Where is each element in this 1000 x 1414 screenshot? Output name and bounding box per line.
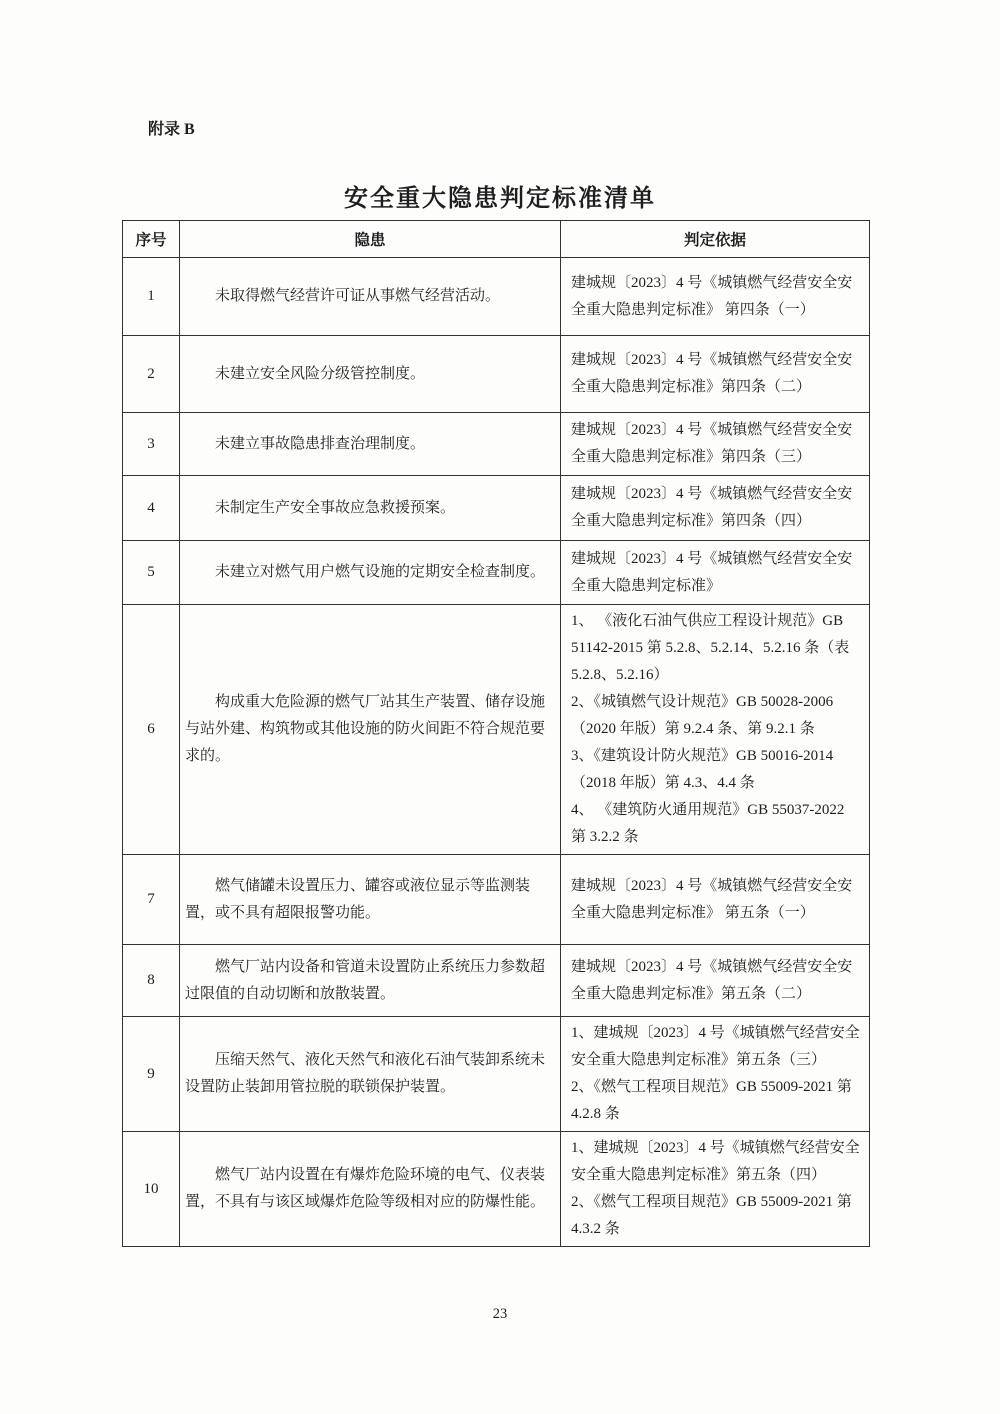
- hazard-cell: [180, 945, 561, 1017]
- page-title: 安全重大隐患判定标准清单: [344, 186, 656, 213]
- basis-text: 建城规〔2023〕4 号《城镇燃气经营安全安全重大隐患判定标准》 第五条（一）: [571, 877, 853, 921]
- table-row: [123, 336, 870, 413]
- row-number: 5: [123, 541, 180, 605]
- row-number: 2: [123, 336, 180, 413]
- row-number: 6: [123, 605, 180, 855]
- hazard-cell: [180, 541, 561, 605]
- basis-text: 1、建城规〔2023〕4 号《城镇燃气经营安全安全重大隐患判定标准》第五条（三）: [571, 1025, 860, 1068]
- row-number: 4: [123, 476, 180, 541]
- hazard-standards-table: [122, 220, 870, 1247]
- hazard-text: 构成重大危险源的燃气厂站其生产装置、储存设施与站外建、构筑物或其他设施的防火间距不符合规范要求的。: [185, 694, 546, 764]
- basis-cell: [561, 1132, 870, 1247]
- column-header-basis: 判定依据: [561, 221, 870, 258]
- hazard-cell: [180, 413, 561, 476]
- basis-text: 建城规〔2023〕4 号《城镇燃气经营安全安全重大隐患判定标准》第五条（二）: [571, 958, 853, 1002]
- table-row: [123, 1132, 870, 1247]
- page-number: 23: [492, 1306, 508, 1322]
- hazard-cell: [180, 1017, 561, 1132]
- table-row: [123, 1017, 870, 1132]
- appendix-label: 附录 B: [148, 121, 195, 138]
- row-number: 7: [123, 855, 180, 945]
- basis-cell: [561, 605, 870, 855]
- basis-text: 2、《燃气工程项目规范》GB 55009-2021 第 4.3.2 条: [571, 1194, 852, 1237]
- basis-text: 建城规〔2023〕4 号《城镇燃气经营安全安全重大隐患判定标准》第四条（四）: [571, 486, 853, 529]
- basis-text: 1、 《液化石油气供应工程设计规范》GB 51142-2015 第 5.2.8、5.2.14、5.2.16 条（表 5.2.8、5.2.16）: [571, 613, 850, 683]
- basis-cell: [561, 1017, 870, 1132]
- table-row: [123, 476, 870, 541]
- table-row: [123, 541, 870, 605]
- basis-cell: [561, 336, 870, 413]
- basis-cell: [561, 476, 870, 541]
- row-number: 8: [123, 945, 180, 1017]
- basis-text: 2、《燃气工程项目规范》GB 55009-2021 第 4.2.8 条: [571, 1079, 852, 1122]
- basis-cell: [561, 945, 870, 1017]
- table-row: [123, 413, 870, 476]
- hazard-text: 未取得燃气经营许可证从事燃气经营活动。: [215, 288, 501, 304]
- hazard-text: 燃气厂站内设备和管道未设置防止系统压力参数超过限值的自动切断和放散装置。: [185, 958, 546, 1002]
- table-row: [123, 605, 870, 855]
- basis-text: 1、建城规〔2023〕4 号《城镇燃气经营安全安全重大隐患判定标准》第五条（四）: [571, 1140, 860, 1183]
- hazard-cell: [180, 605, 561, 855]
- basis-text: 建城规〔2023〕4 号《城镇燃气经营安全安全重大隐患判定标准》第四条（三）: [571, 422, 853, 465]
- row-number: 10: [123, 1132, 180, 1247]
- table-row: [123, 945, 870, 1017]
- basis-cell: [561, 541, 870, 605]
- row-number: 9: [123, 1017, 180, 1132]
- hazard-text: 燃气储罐未设置压力、罐容或液位显示等监测装置，或不具有超限报警功能。: [185, 877, 531, 921]
- hazard-cell: [180, 476, 561, 541]
- hazard-cell: [180, 258, 561, 336]
- hazard-text: 未建立事故隐患排查治理制度。: [215, 435, 426, 452]
- table-row: [123, 258, 870, 336]
- row-number: 1: [123, 258, 180, 336]
- hazard-cell: [180, 336, 561, 413]
- basis-text: 3、《建筑设计防火规范》GB 50016-2014（2018 年版）第 4.3、4.4 条: [571, 748, 834, 791]
- hazard-text: 燃气厂站内设置在有爆炸危险环境的电气、仪表装置，不具有与该区域爆炸危险等级相对应的防爆性能。: [185, 1167, 546, 1210]
- basis-text: 建城规〔2023〕4 号《城镇燃气经营安全安全重大隐患判定标准》 第四条（一）: [571, 274, 853, 318]
- basis-text: 4、 《建筑防火通用规范》GB 55037-2022 第 3.2.2 条: [571, 802, 845, 845]
- basis-text: 2、《城镇燃气设计规范》GB 50028-2006（2020 年版）第 9.2.4 条、第 9.2.1 条: [571, 694, 834, 737]
- basis-cell: [561, 855, 870, 945]
- basis-text: 建城规〔2023〕4 号《城镇燃气经营安全安全重大隐患判定标准》: [571, 550, 853, 594]
- row-number: 3: [123, 413, 180, 476]
- basis-text: 建城规〔2023〕4 号《城镇燃气经营安全安全重大隐患判定标准》第四条（二）: [571, 352, 853, 395]
- table-header-row: [123, 221, 870, 258]
- basis-cell: [561, 413, 870, 476]
- hazard-text: 压缩天然气、液化天然气和液化石油气装卸系统未设置防止装卸用管拉脱的联锁保护装置。: [185, 1052, 546, 1095]
- hazard-text: 未建立安全风险分级管控制度。: [215, 365, 426, 382]
- table-row: [123, 855, 870, 945]
- column-header-no: 序号: [123, 221, 180, 258]
- hazard-text: 未建立对燃气用户燃气设施的定期安全检查制度。: [215, 564, 546, 580]
- hazard-text: 未制定生产安全事故应急救援预案。: [215, 499, 456, 516]
- basis-cell: [561, 258, 870, 336]
- column-header-hazard: 隐患: [180, 221, 561, 258]
- hazard-cell: [180, 855, 561, 945]
- hazard-cell: [180, 1132, 561, 1247]
